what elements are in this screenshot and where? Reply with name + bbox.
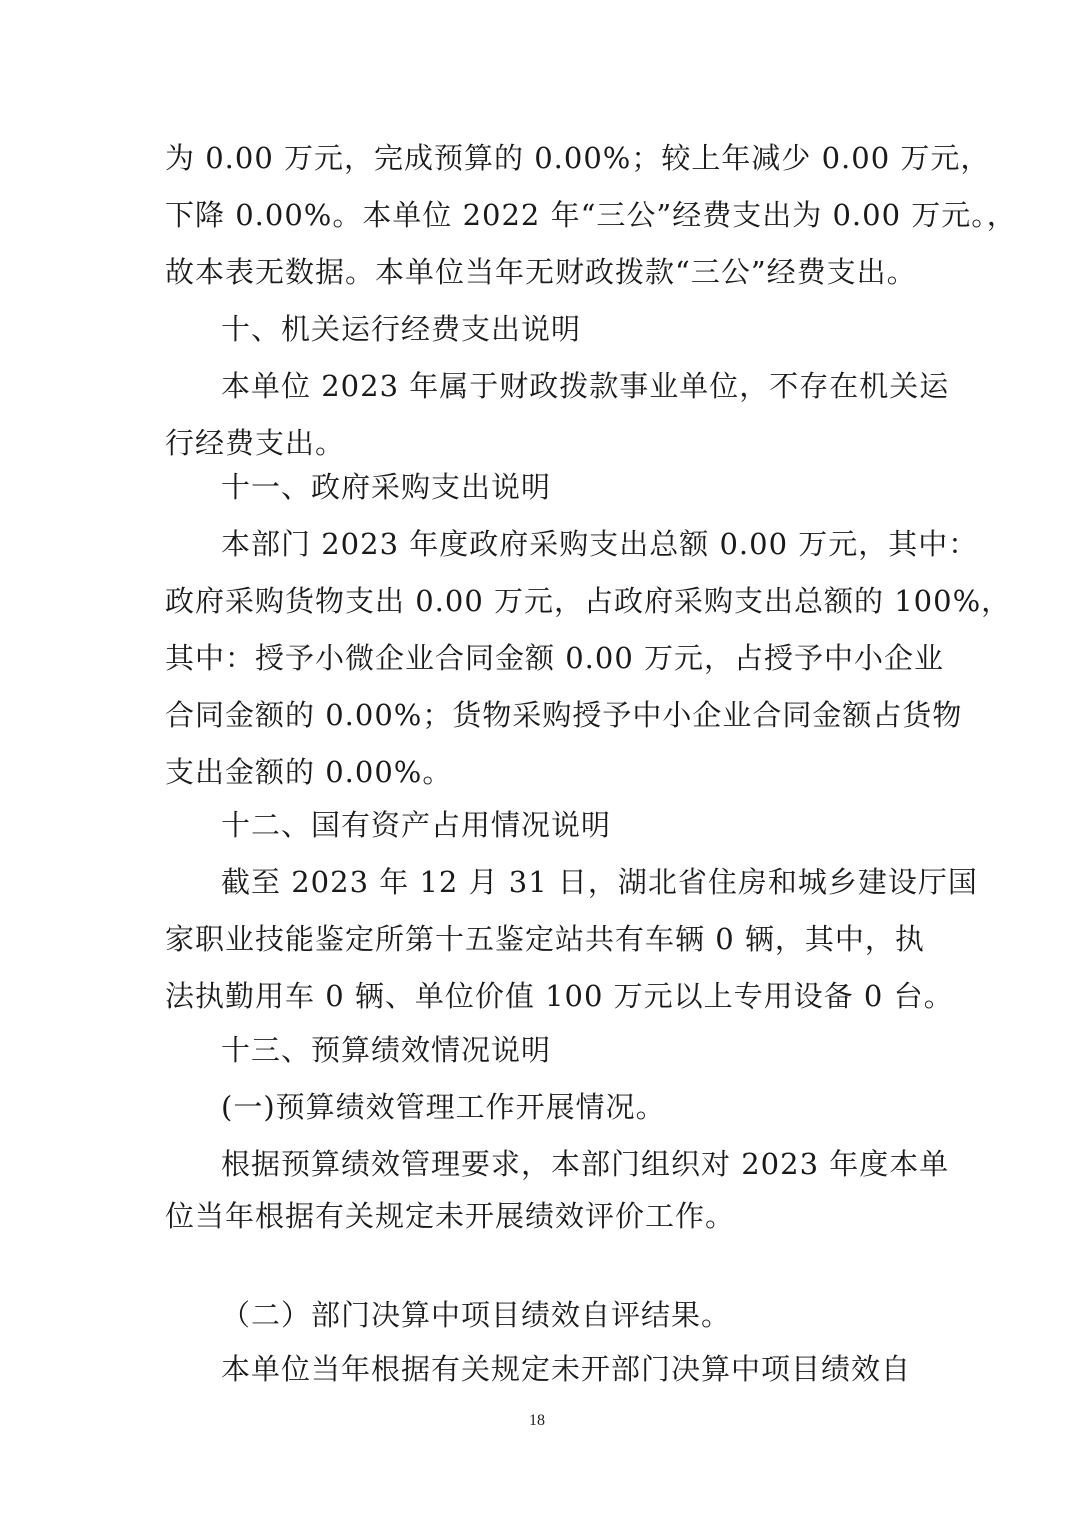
body-text-line: 政府采购货物支出 0.00 万元，占政府采购支出总额的 100%， [165, 584, 1012, 618]
body-text-line: 位当年根据有关规定未开展绩效评价工作。 [165, 1199, 736, 1233]
sub-heading-1: (一)预算绩效管理工作开展情况。 [221, 1090, 666, 1124]
body-text-line: 本单位当年根据有关规定未开部门决算中项目绩效自 [221, 1352, 912, 1386]
section-heading-11: 十一、政府采购支出说明 [221, 470, 552, 504]
body-text-line: 故本表无数据。本单位当年无财政拨款“三公”经费支出。 [165, 255, 917, 289]
body-text-line: 行经费支出。 [165, 426, 346, 460]
body-text-line: 合同金额的 0.00%；货物采购授予中小企业合同金额占货物 [165, 698, 963, 732]
body-text-line: 本单位 2023 年属于财政拨款事业单位，不存在机关运 [221, 369, 950, 403]
section-heading-10: 十、机关运行经费支出说明 [221, 312, 582, 346]
sub-heading-2: （二）部门决算中项目绩效自评结果。 [221, 1298, 732, 1332]
body-text-line: 截至 2023 年 12 月 31 日，湖北省住房和城乡建设厅国 [221, 865, 978, 899]
body-text-line: 下降 0.00%。本单位 2022 年“三公”经费支出为 0.00 万元。， [165, 198, 1017, 232]
body-text-line: 其中：授予小微企业合同金额 0.00 万元，占授予中小企业 [165, 641, 945, 675]
section-heading-12: 十二、国有资产占用情况说明 [221, 808, 612, 842]
body-text-line: 支出金额的 0.00%。 [165, 755, 453, 789]
page-number: 18 [529, 1412, 545, 1429]
body-text-line: 家职业技能鉴定所第十五鉴定站共有车辆 0 辆，其中，执 [165, 922, 925, 956]
body-text-line: 本部门 2023 年度政府采购支出总额 0.00 万元，其中： [221, 527, 979, 561]
body-text-line: 为 0.00 万元，完成预算的 0.00%；较上年减少 0.00 万元， [165, 141, 991, 175]
body-text-line: 法执勤用车 0 辆、单位价值 100 万元以上专用设备 0 台。 [165, 979, 954, 1013]
section-heading-13: 十三、预算绩效情况说明 [221, 1033, 552, 1067]
body-text-line: 根据预算绩效管理要求，本部门组织对 2023 年度本单 [221, 1147, 950, 1181]
